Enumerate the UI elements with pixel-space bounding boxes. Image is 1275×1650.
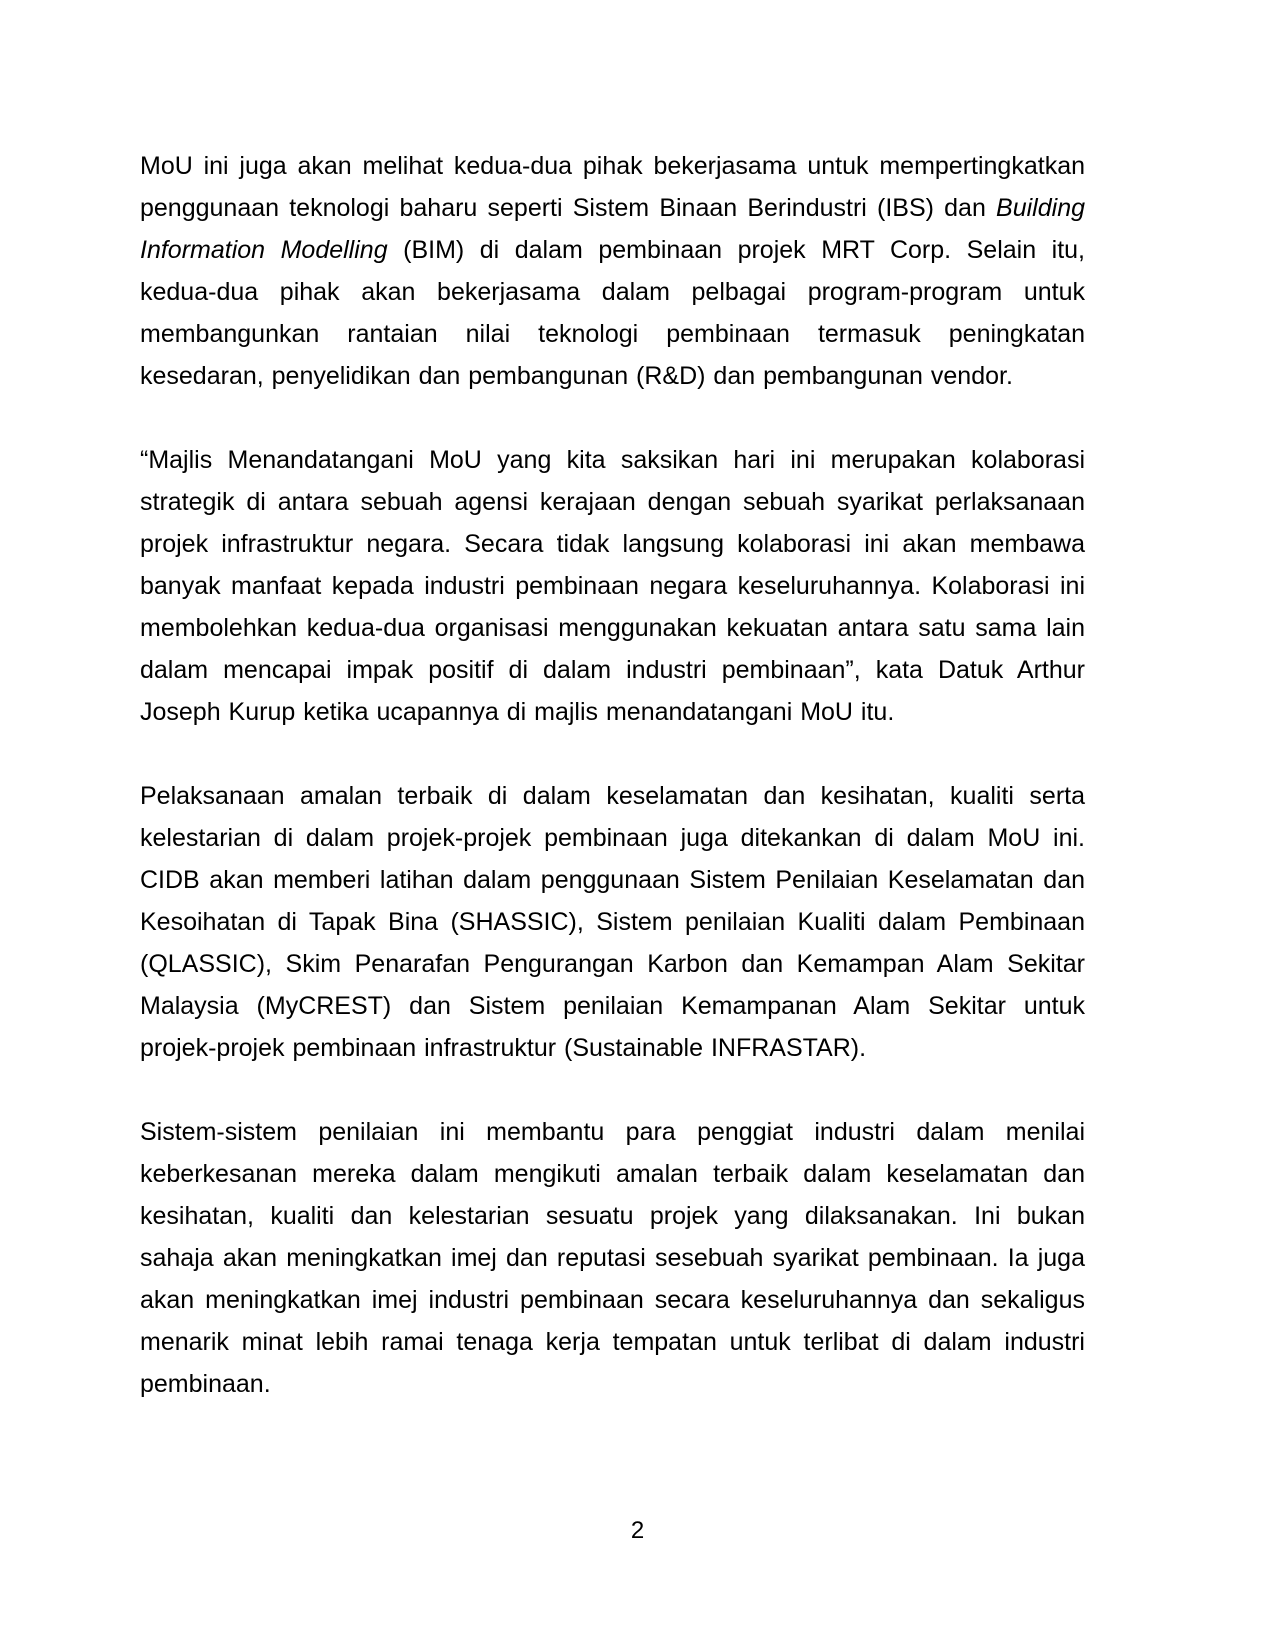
page-number: 2 <box>630 1517 645 1544</box>
paragraph-segment: (BIM) di dalam pembinaan projek MRT Corp. Selain itu, kedua-dua pihak akan bekerjasama dalam pelbagai program-program untuk membangunkan rantaian nilai teknologi pembinaan termasuk peningkatan kesedaran, penyelidikan dan pembangunan (R&D) dan pembangunan vendor. <box>140 236 1085 390</box>
paragraph-segment: MoU ini juga akan melihat kedua-dua pihak bekerjasama untuk mempertingkatkan penggunaan teknologi baharu seperti Sistem Binaan Berindustri (IBS) dan <box>140 152 1085 222</box>
paragraph-segment-italic: Building Information Modelling <box>140 194 1085 264</box>
paragraph-pelaksanaan-amalan <box>140 775 1085 1069</box>
document-body <box>140 145 1085 1405</box>
paragraph-quote-kolaborasi <box>140 439 1085 733</box>
paragraph-mou-technology <box>140 145 1085 397</box>
paragraph-segment: Pelaksanaan amalan terbaik di dalam keselamatan dan kesihatan, kualiti serta kelestarian di dalam projek-projek pembinaan juga ditekankan di dalam MoU ini. CIDB akan memberi latihan dalam penggunaan Sistem Penilaian Keselamatan dan Kesoihatan di Tapak Bina (SHASSIC), Sistem penilaian Kualiti dalam Pembinaan (QLASSIC), Skim Penarafan Pengurangan Karbon dan Kemampan Alam Sekitar Malaysia (MyCREST) dan Sistem penilaian Kemampanan Alam Sekitar untuk projek-projek pembinaan infrastruktur (Sustainable INFRASTAR). <box>140 782 1085 1062</box>
paragraph-segment: Sistem-sistem penilaian ini membantu para penggiat industri dalam menilai keberkesanan mereka dalam mengikuti amalan terbaik dalam keselamatan dan kesihatan, kualiti dan kelestarian sesuatu projek yang dilaksanakan. Ini bukan sahaja akan meningkatkan imej dan reputasi sesebuah syarikat pembinaan. Ia juga akan meningkatkan imej industri pembinaan secara keseluruhannya dan sekaligus menarik minat lebih ramai tenaga kerja tempatan untuk terlibat di dalam industri pembinaan. <box>140 1118 1085 1398</box>
paragraph-sistem-penilaian <box>140 1111 1085 1405</box>
paragraph-segment: “Majlis Menandatangani MoU yang kita saksikan hari ini merupakan kolaborasi strategik di antara sebuah agensi kerajaan dengan sebuah syarikat perlaksanaan projek infrastruktur negara. Secara tidak langsung kolaborasi ini akan membawa banyak manfaat kepada industri pembinaan negara keseluruhannya. Kolaborasi ini membolehkan kedua-dua organisasi menggunakan kekuatan antara satu sama lain dalam mencapai impak positif di dalam industri pembinaan”, kata Datuk Arthur Joseph Kurup ketika ucapannya di majlis menandatangani MoU itu. <box>140 446 1085 726</box>
